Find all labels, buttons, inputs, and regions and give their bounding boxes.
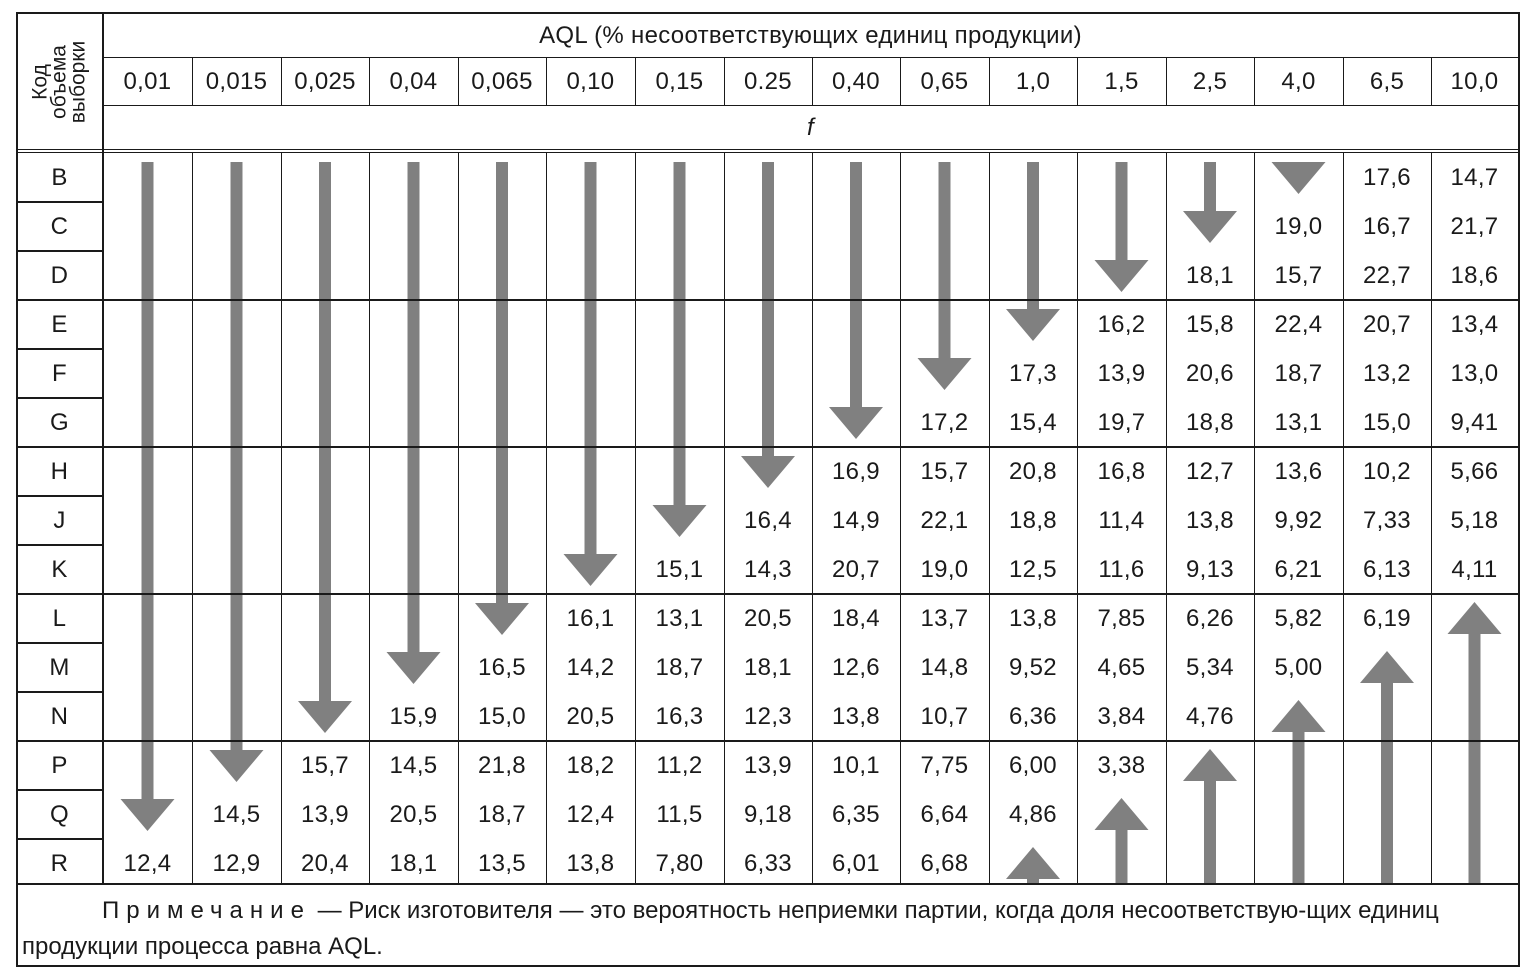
f-value-cell: 5,00 (1274, 653, 1323, 681)
sample-size-code: C (50, 212, 69, 240)
body-col-line (546, 153, 547, 883)
header-double-line-top (16, 149, 1518, 150)
sample-size-code: N (50, 702, 69, 730)
f-value-cell: 14,7 (1450, 163, 1499, 191)
note-text: — Риск изготовителя — это вероятность неприемки партии, когда доля несоответствую-щих единиц продукции процесса равна AQL. (22, 897, 1439, 960)
code-row-separator (16, 201, 103, 203)
f-value-cell: 9,92 (1274, 506, 1323, 534)
f-value-cell: 12,6 (832, 653, 880, 681)
sample-size-code: J (53, 506, 66, 534)
f-value-cell: 7,85 (1097, 604, 1146, 632)
aql-value-header: 0,65 (920, 68, 969, 95)
code-row-separator (16, 544, 103, 546)
f-value-cell: 16,2 (1097, 310, 1146, 338)
header-line-values (103, 105, 1518, 106)
f-value-cell: 13,2 (1363, 359, 1411, 387)
aql-value-header: 0,025 (294, 68, 356, 95)
f-value-cell: 15,7 (1274, 261, 1323, 289)
f-value-cell: 5,18 (1450, 506, 1499, 534)
f-value-cell: 6,33 (744, 849, 792, 877)
f-value-cell: 18,1 (1186, 261, 1234, 289)
aql-value-header: 0.25 (744, 68, 792, 95)
f-value-cell: 6,19 (1363, 604, 1411, 632)
f-value-cell: 15,0 (1363, 408, 1411, 436)
f-value-cell: 13,1 (655, 604, 704, 632)
f-value-cell: 17,6 (1363, 163, 1411, 191)
f-value-cell: 10,7 (920, 702, 969, 730)
f-value-cell: 16,8 (1097, 457, 1146, 485)
sample-size-code: P (51, 751, 68, 779)
body-col-line (369, 153, 370, 883)
sample-size-code-header-text: Код объема выборки (28, 40, 90, 124)
f-value-cell: 6,13 (1363, 555, 1411, 583)
up-arrow (1006, 847, 1060, 883)
header-col-line (458, 58, 459, 106)
f-value-cell: 18,4 (832, 604, 880, 632)
f-value-cell: 11,4 (1098, 506, 1145, 534)
f-value-cell: 13,6 (1274, 457, 1323, 485)
header-col-line (812, 58, 813, 106)
f-value-cell: 16,4 (744, 506, 792, 534)
header-col-line (1254, 58, 1255, 106)
body-col-line (724, 153, 725, 883)
header-col-line (1343, 58, 1344, 106)
f-value-cell: 13,1 (1274, 408, 1323, 436)
body-col-line (458, 153, 459, 883)
code-row-separator (16, 691, 103, 693)
down-arrow (1272, 162, 1326, 194)
f-value-cell: 22,1 (920, 506, 969, 534)
up-arrow (1360, 651, 1414, 883)
down-arrow (1183, 162, 1237, 243)
f-value-cell: 16,9 (832, 457, 880, 485)
code-column-line (102, 14, 104, 883)
f-value-cell: 20,8 (1009, 457, 1057, 485)
group-separator-line (16, 740, 1518, 742)
sample-size-code: Q (50, 800, 69, 828)
note (22, 893, 1512, 965)
f-value-cell: 14,5 (212, 800, 261, 828)
code-row-separator (16, 397, 103, 399)
f-value-cell: 4,11 (1451, 555, 1498, 583)
code-row-separator (16, 495, 103, 497)
header-col-line (724, 58, 725, 106)
f-value-cell: 18,7 (478, 800, 526, 828)
group-separator-line (16, 299, 1518, 301)
body-col-line (192, 153, 193, 883)
f-value-cell: 18,1 (744, 653, 792, 681)
f-value-cell: 18,7 (655, 653, 704, 681)
f-value-cell: 11,2 (656, 751, 703, 779)
f-value-cell: 12,9 (212, 849, 261, 877)
header-col-line (989, 58, 990, 106)
f-value-cell: 14,2 (566, 653, 615, 681)
table-border-right (1518, 12, 1520, 967)
f-value-cell: 15,7 (301, 751, 349, 779)
f-value-cell: 11,5 (656, 800, 703, 828)
table-border-top (16, 12, 1520, 14)
code-row-separator (16, 642, 103, 644)
sample-size-code: L (52, 604, 67, 632)
f-value-cell: 18,8 (1009, 506, 1057, 534)
f-value-cell: 6,26 (1186, 604, 1234, 632)
header-double-line-bottom (16, 152, 1518, 153)
aql-header: AQL (% несоответствующих единиц продукции) (539, 22, 1082, 49)
f-value-cell: 20,5 (744, 604, 792, 632)
f-value-cell: 15,9 (389, 702, 438, 730)
f-value-cell: 15,1 (655, 555, 704, 583)
f-value-cell: 9,13 (1186, 555, 1234, 583)
f-value-cell: 9,18 (744, 800, 792, 828)
f-value-cell: 15,8 (1186, 310, 1234, 338)
f-value-cell: 18,1 (389, 849, 438, 877)
f-value-cell: 12,5 (1009, 555, 1057, 583)
aql-value-header: 1,0 (1015, 68, 1051, 95)
f-value-cell: 22,4 (1274, 310, 1323, 338)
body-col-line (1166, 153, 1167, 883)
header-col-line (1431, 58, 1432, 106)
sample-size-code: H (50, 457, 69, 485)
header-line-aql (103, 57, 1518, 58)
sample-size-code: E (51, 310, 68, 338)
f-value-cell: 11,6 (1098, 555, 1145, 583)
aql-value-header: 10,0 (1450, 68, 1499, 95)
aql-value-header: 0,10 (566, 68, 615, 95)
f-value-cell: 13,9 (1097, 359, 1146, 387)
f-value-cell: 19,0 (920, 555, 969, 583)
header-col-line (1077, 58, 1078, 106)
f-value-cell: 14,8 (920, 653, 969, 681)
aql-value-header: 2,5 (1192, 68, 1228, 95)
f-value-cell: 6,64 (920, 800, 969, 828)
f-value-cell: 13,7 (920, 604, 969, 632)
f-value-cell: 13,8 (566, 849, 615, 877)
f-value-cell: 6,35 (832, 800, 880, 828)
sample-size-code: K (51, 555, 68, 583)
aql-value-header: 0,015 (205, 68, 268, 95)
f-value-cell: 4,65 (1097, 653, 1146, 681)
f-value-cell: 7,80 (655, 849, 704, 877)
header-col-line (635, 58, 636, 106)
down-arrow (387, 162, 441, 684)
aql-value-header: 0,40 (832, 68, 880, 95)
f-value-cell: 9,41 (1450, 408, 1499, 436)
f-value-cell: 16,3 (655, 702, 704, 730)
down-arrow (210, 162, 264, 782)
f-value-cell: 4,76 (1186, 702, 1234, 730)
f-value-cell: 5,66 (1450, 457, 1499, 485)
f-value-cell: 12,4 (566, 800, 615, 828)
f-value-cell: 9,52 (1009, 653, 1057, 681)
f-value-cell: 6,21 (1274, 555, 1323, 583)
f-value-cell: 15,7 (920, 457, 969, 485)
table-body-bottom-line (16, 883, 1518, 885)
aql-value-header: 6,5 (1369, 68, 1405, 95)
body-col-line (989, 153, 990, 883)
sample-size-code: B (51, 163, 68, 191)
f-value-cell: 10,1 (832, 751, 880, 779)
f-value-cell: 20,7 (832, 555, 880, 583)
f-value-cell: 19,7 (1097, 408, 1146, 436)
aql-value-header: 0,04 (389, 68, 438, 95)
f-value-cell: 13,8 (1009, 604, 1057, 632)
f-value-cell: 19,0 (1274, 212, 1323, 240)
body-col-line (635, 153, 636, 883)
sample-size-code: G (50, 408, 69, 436)
body-col-line (900, 153, 901, 883)
f-value-cell: 13,8 (1186, 506, 1234, 534)
f-value-cell: 13,8 (832, 702, 880, 730)
f-value-cell: 17,3 (1009, 359, 1057, 387)
f-value-cell: 14,9 (832, 506, 880, 534)
f-value-cell: 6,00 (1009, 751, 1057, 779)
f-value-cell: 20,6 (1186, 359, 1234, 387)
aql-value-header: 1,5 (1104, 68, 1139, 95)
header-col-line (900, 58, 901, 106)
body-col-line (1254, 153, 1255, 883)
f-value-cell: 20,5 (389, 800, 438, 828)
f-value-cell: 15,4 (1009, 408, 1057, 436)
f-value-cell: 13,5 (478, 849, 526, 877)
header-col-line (546, 58, 547, 106)
f-value-cell: 22,7 (1363, 261, 1411, 289)
f-value-cell: 7,33 (1363, 506, 1411, 534)
up-arrow (1095, 798, 1149, 883)
f-value-cell: 21,8 (478, 751, 526, 779)
f-value-cell: 12,3 (744, 702, 792, 730)
code-row-separator (16, 838, 103, 840)
sample-size-code: D (50, 261, 69, 289)
f-value-cell: 20,7 (1363, 310, 1411, 338)
aql-value-header: 0,065 (471, 68, 533, 95)
f-value-cell: 13,4 (1450, 310, 1499, 338)
table-border-left (16, 12, 18, 967)
group-separator-line (16, 446, 1518, 448)
f-value-cell: 20,4 (301, 849, 349, 877)
up-arrow (1448, 602, 1502, 883)
f-label: f (807, 114, 814, 141)
sample-size-code: M (49, 653, 70, 681)
f-value-cell: 3,84 (1097, 702, 1146, 730)
aql-value-header: 0,15 (655, 68, 704, 95)
f-value-cell: 14,5 (389, 751, 438, 779)
down-arrow (653, 162, 707, 537)
f-value-cell: 15,0 (478, 702, 526, 730)
body-col-line (281, 153, 282, 883)
up-arrow (1183, 749, 1237, 883)
f-value-cell: 10,2 (1363, 457, 1411, 485)
down-arrow (1095, 162, 1149, 292)
f-value-cell: 21,7 (1450, 212, 1499, 240)
f-value-cell: 16,1 (566, 604, 615, 632)
f-value-cell: 13,9 (744, 751, 792, 779)
f-value-cell: 6,68 (920, 849, 969, 877)
f-value-cell: 5,82 (1274, 604, 1323, 632)
f-value-cell: 5,34 (1186, 653, 1234, 681)
up-arrow (1272, 700, 1326, 883)
header-col-line (1166, 58, 1167, 106)
f-value-cell: 6,36 (1009, 702, 1057, 730)
f-value-cell: 7,75 (920, 751, 969, 779)
aql-value-header: 0,01 (123, 68, 172, 95)
f-value-cell: 16,7 (1363, 212, 1411, 240)
header-col-line (281, 58, 282, 106)
table-border-bottom (16, 965, 1520, 967)
f-value-cell: 12,7 (1186, 457, 1234, 485)
down-arrow (475, 162, 529, 635)
body-col-line (1077, 153, 1078, 883)
f-value-cell: 18,2 (566, 751, 615, 779)
f-value-cell: 18,7 (1274, 359, 1323, 387)
sample-size-code: F (52, 359, 67, 387)
f-value-cell: 13,9 (301, 800, 349, 828)
f-value-cell: 6,01 (832, 849, 880, 877)
f-value-cell: 17,2 (920, 408, 969, 436)
sample-size-code: R (50, 849, 69, 877)
code-row-separator (16, 250, 103, 252)
aql-value-header: 4,0 (1281, 68, 1316, 95)
down-arrow (741, 162, 795, 488)
down-arrow (564, 162, 618, 586)
f-value-cell: 3,38 (1097, 751, 1146, 779)
down-arrow (918, 162, 972, 390)
f-value-cell: 18,8 (1186, 408, 1234, 436)
down-arrow (1006, 162, 1060, 341)
f-value-cell: 14,3 (744, 555, 792, 583)
header-col-line (369, 58, 370, 106)
body-col-line (1431, 153, 1432, 883)
code-row-separator (16, 789, 103, 791)
f-value-cell: 20,5 (566, 702, 615, 730)
note-title: Примечание (102, 897, 311, 924)
f-value-cell: 16,5 (478, 653, 526, 681)
header-col-line (192, 58, 193, 106)
body-col-line (1343, 153, 1344, 883)
f-value-cell: 13,0 (1450, 359, 1499, 387)
code-row-separator (16, 348, 103, 350)
f-value-cell: 4,86 (1009, 800, 1057, 828)
f-value-cell: 12,4 (123, 849, 172, 877)
down-arrow (121, 162, 175, 831)
group-separator-line (16, 593, 1518, 595)
body-col-line (812, 153, 813, 883)
f-value-cell: 18,6 (1450, 261, 1499, 289)
